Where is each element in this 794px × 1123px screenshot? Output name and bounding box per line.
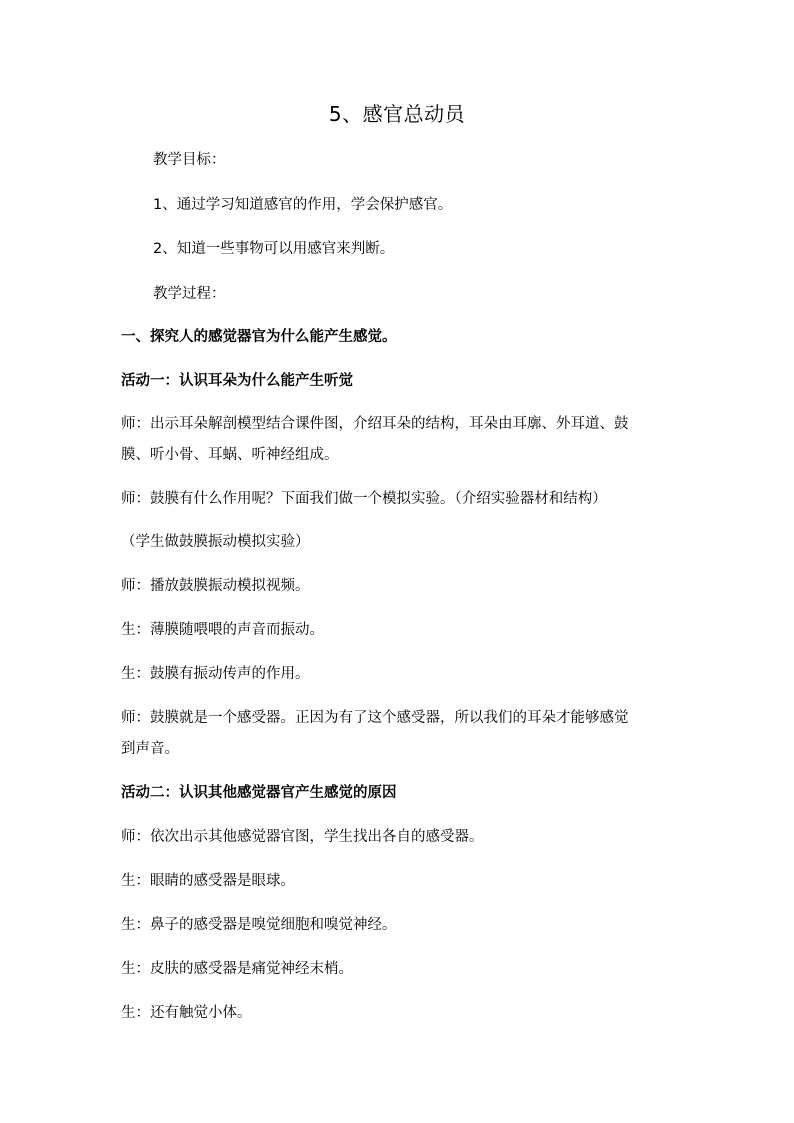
activity-heading: 活动一：认识耳朵为什么能产生听觉 <box>121 373 353 389</box>
paragraph-line: 师：鼓膜就是一个感受器。正因为有了这个感受器，所以我们的耳朵才能够感觉 <box>121 710 629 726</box>
paragraph-line: 生：鼻子的感受器是嗅觉细胞和嗅觉神经。 <box>121 917 397 933</box>
paragraph-line: 生：薄膜随喂喂的声音而振动。 <box>121 622 324 638</box>
paragraph-line: 师：依次出示其他感觉器官图，学生找出各自的感受器。 <box>121 829 484 845</box>
activity-heading: 活动二：认识其他感觉器官产生感觉的原因 <box>121 785 397 801</box>
objective-item: 1、通过学习知道感官的作用，学会保护感官。 <box>153 197 453 213</box>
paragraph-line: 到声音。 <box>121 741 179 757</box>
paragraph-line: 生：还有触觉小体。 <box>121 1005 252 1021</box>
paragraph-line: （学生做鼓膜振动模拟实验） <box>121 534 310 550</box>
page-title: 5、感官总动员 <box>328 102 466 126</box>
section-label-objectives: 教学目标： <box>153 152 226 168</box>
paragraph-line: 师：出示耳朵解剖模型结合课件图，介绍耳朵的结构，耳朵由耳廓、外耳道、鼓 <box>121 416 629 432</box>
paragraph-line: 师：鼓膜有什么作用呢？下面我们做一个模拟实验。（介绍实验器材和结构） <box>121 491 607 507</box>
paragraph-line: 师：播放鼓膜振动模拟视频。 <box>121 578 310 594</box>
paragraph-line: 生：鼓膜有振动传声的作用。 <box>121 666 310 682</box>
paragraph-line: 生：眼睛的感受器是眼球。 <box>121 873 295 889</box>
section-heading: 一、探究人的感觉器官为什么能产生感觉。 <box>121 329 397 345</box>
paragraph-line: 生：皮肤的感受器是痛觉神经末梢。 <box>121 961 353 977</box>
section-label-process: 教学过程： <box>153 286 226 302</box>
objective-item: 2、知道一些事物可以用感官来判断。 <box>153 241 395 257</box>
paragraph-line: 膜、听小骨、耳蜗、听神经组成。 <box>121 447 339 463</box>
